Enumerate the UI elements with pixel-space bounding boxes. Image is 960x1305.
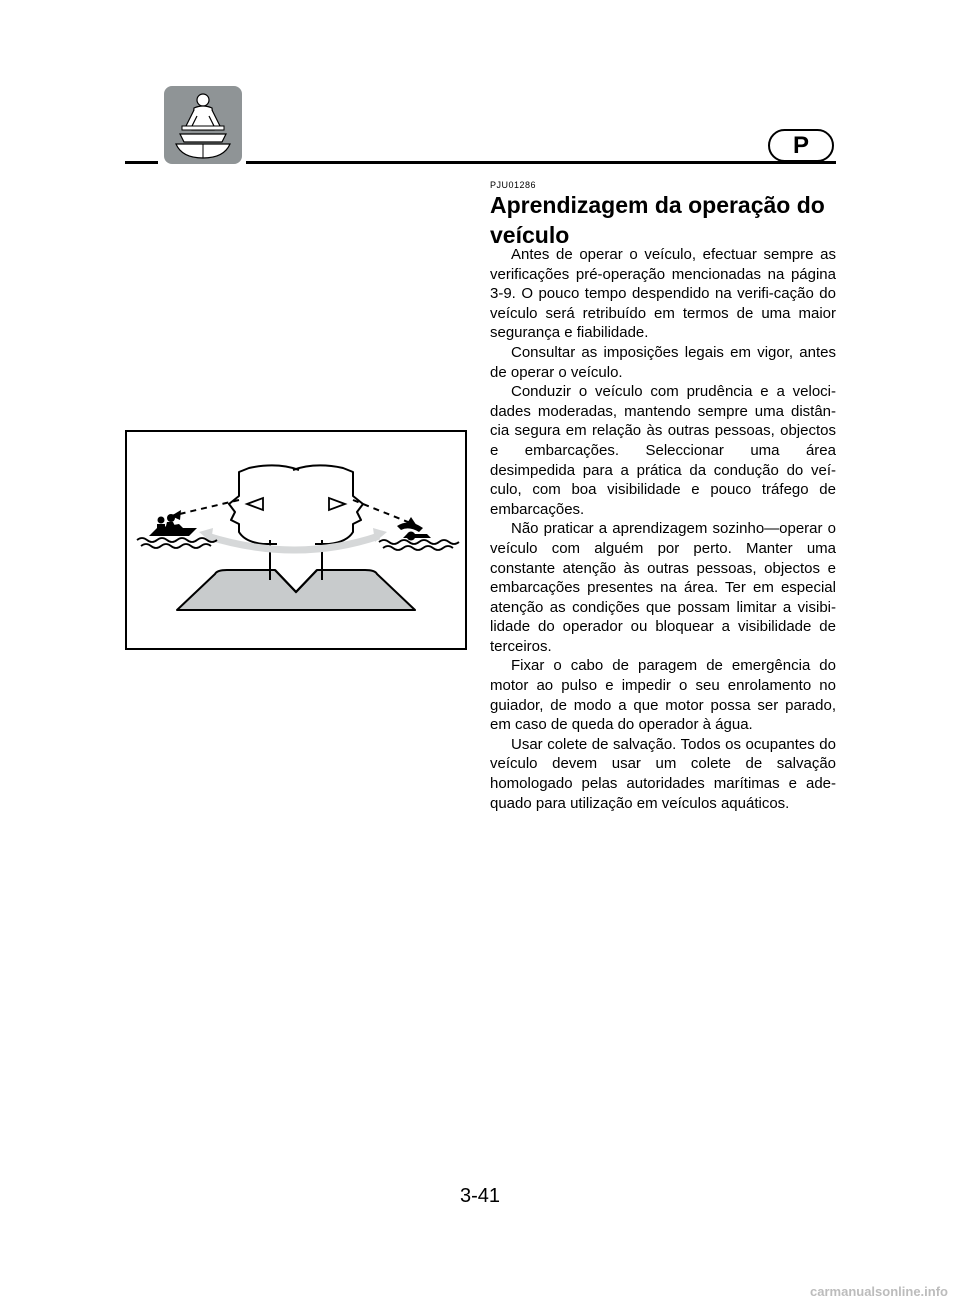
body-text bbox=[490, 245, 836, 813]
watercraft-icon bbox=[149, 514, 197, 536]
paragraph: Antes de operar o veículo, efectuar sempre as verificações pré-operação mencionadas na página 3-9. O pouco tempo despendido na verifi-cação do veículo será retribuído em termos de uma maior segurança e fiabilidade. bbox=[490, 246, 836, 342]
head-turning-lookout-illustration bbox=[125, 430, 467, 650]
paragraph: Não praticar a aprendizagem sozinho—operar o veículo com alguém por perto. Manter uma constante atenção às outras pessoas, objectos e embarcações presentes na área. Ter em especial atenção as condições que possam limitar a visibi-lidade do operador ou bloquear a visibilidade de terceiros. bbox=[490, 520, 836, 655]
paragraph: Fixar o cabo de paragem de emergência do motor ao pulso e impedir o seu enrolamento no guiador, de modo a que motor possa ser parado, em caso de queda do operador à água. bbox=[490, 657, 836, 734]
header-rule-left bbox=[125, 161, 158, 164]
page-number: 3-41 bbox=[459, 1185, 501, 1207]
document-code: PJU01286 bbox=[490, 180, 537, 190]
paragraph: Usar colete de salvação. Todos os ocupantes do veículo devem usar um colete de salvação homologado pelas autoridades marítimas e ade-quado para utilização em veículos aquáticos. bbox=[490, 735, 836, 812]
swimmer-icon bbox=[397, 522, 431, 540]
jet-ski-rider-icon bbox=[164, 86, 242, 164]
language-badge: P bbox=[768, 129, 834, 162]
watermark: carmanualsonline.info bbox=[810, 1284, 948, 1299]
header-rule-right bbox=[246, 161, 836, 164]
paragraph: Conduzir o veículo com prudência e a veloci-dades moderadas, mantendo sempre uma distân-cia segura em relação às outras pessoas, objectos e embarcações. Seleccionar uma área desimpedida para a prática da condução do veí-culo, com boa visibilidade e pouco tráfego de embarcações. bbox=[490, 383, 836, 518]
paragraph: Consultar as imposições legais em vigor, antes de operar o veículo. bbox=[490, 343, 836, 381]
section-title: Aprendizagem da operação do veículo bbox=[490, 192, 825, 248]
